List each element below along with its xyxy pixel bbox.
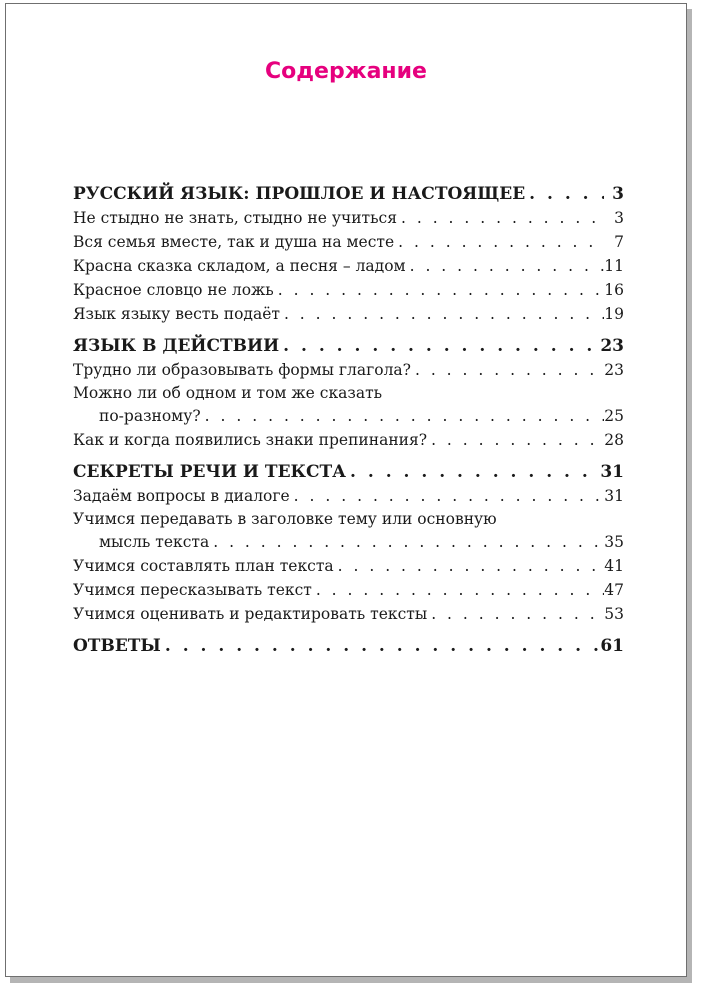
page-number: 61 <box>600 636 624 656</box>
toc-entry[interactable] <box>73 358 624 382</box>
page-number: 53 <box>604 605 624 623</box>
dot-leader <box>406 254 604 278</box>
toc-entry[interactable] <box>73 254 624 278</box>
dot-leader <box>427 428 604 452</box>
dot-leader <box>279 334 600 358</box>
entry-title: Красное словцо не ложь <box>73 281 274 299</box>
page-number: 23 <box>600 336 624 356</box>
page-number: 28 <box>604 431 624 449</box>
section-title: РУССКИЙ ЯЗЫК: ПРОШЛОЕ И НАСТОЯЩЕЕ <box>73 184 526 204</box>
dot-leader <box>394 230 604 254</box>
document-page <box>5 3 687 977</box>
page-number: 19 <box>604 305 624 323</box>
entry-title: Язык языку весть подаёт <box>73 305 280 323</box>
page-number: 25 <box>604 407 624 425</box>
dot-leader <box>290 484 604 508</box>
section-title: ЯЗЫК В ДЕЙСТВИИ <box>73 336 280 356</box>
toc-entry-first-line[interactable] <box>73 382 624 404</box>
page-number: 41 <box>604 557 624 575</box>
dot-leader <box>201 404 604 428</box>
toc-entry[interactable] <box>73 278 624 302</box>
dot-leader <box>280 302 604 326</box>
entry-title: Как и когда появились знаки препинания? <box>73 431 428 449</box>
dot-leader <box>427 602 604 626</box>
toc-entry-continuation[interactable] <box>73 530 624 554</box>
page-number: 35 <box>604 533 624 551</box>
toc-entry[interactable] <box>73 578 624 602</box>
table-of-contents <box>73 182 624 658</box>
page-number: 31 <box>600 462 624 482</box>
dot-leader <box>334 554 604 578</box>
entry-title-continuation: по-разному? <box>99 407 201 425</box>
page-number: 16 <box>604 281 624 299</box>
entry-title: Учимся составлять план текста <box>73 557 334 575</box>
toc-section[interactable] <box>73 334 624 358</box>
toc-entry[interactable] <box>73 206 624 230</box>
page-number: 7 <box>614 233 624 251</box>
entry-title: Не стыдно не знать, стыдно не учиться <box>73 209 397 227</box>
toc-entry[interactable] <box>73 428 624 452</box>
dot-leader <box>346 460 600 484</box>
dot-leader <box>312 578 604 602</box>
page-number: 23 <box>604 361 624 379</box>
dot-leader <box>209 530 604 554</box>
page-number: 3 <box>614 209 624 227</box>
dot-leader <box>411 358 604 382</box>
toc-entry[interactable] <box>73 554 624 578</box>
toc-entry-first-line[interactable] <box>73 508 624 530</box>
entry-title: Трудно ли образовывать формы глагола? <box>73 361 411 379</box>
entry-title: Красна сказка складом, а песня – ладом <box>73 257 406 275</box>
toc-entry[interactable] <box>73 230 624 254</box>
toc-section[interactable] <box>73 460 624 484</box>
page-number: 3 <box>612 184 624 204</box>
toc-entry[interactable] <box>73 602 624 626</box>
section-title: СЕКРЕТЫ РЕЧИ И ТЕКСТА <box>73 462 347 482</box>
entry-title: Учимся оценивать и редактировать тексты <box>73 605 428 623</box>
entry-title: Учимся пересказывать текст <box>73 581 312 599</box>
dot-leader <box>397 206 604 230</box>
entry-title-continuation: мысль текста <box>99 533 210 551</box>
page-number: 31 <box>604 487 624 505</box>
dot-leader <box>161 634 600 658</box>
toc-entry[interactable] <box>73 302 624 326</box>
page-number: 47 <box>604 581 624 599</box>
entry-title: Можно ли об одном и том же сказать <box>73 384 383 402</box>
entry-title: Учимся передавать в заголовке тему или основную <box>73 510 497 528</box>
page-number: 11 <box>604 257 624 275</box>
toc-section[interactable] <box>73 634 624 658</box>
toc-section[interactable] <box>73 182 624 206</box>
toc-entry-continuation[interactable] <box>73 404 624 428</box>
entry-title: Задаём вопросы в диалоге <box>73 487 290 505</box>
entry-title: Вся семья вместе, так и душа на месте <box>73 233 395 251</box>
section-title: ОТВЕТЫ <box>73 636 161 656</box>
page-title: Содержание <box>265 59 427 84</box>
dot-leader <box>274 278 604 302</box>
toc-entry[interactable] <box>73 484 624 508</box>
dot-leader <box>525 182 604 206</box>
